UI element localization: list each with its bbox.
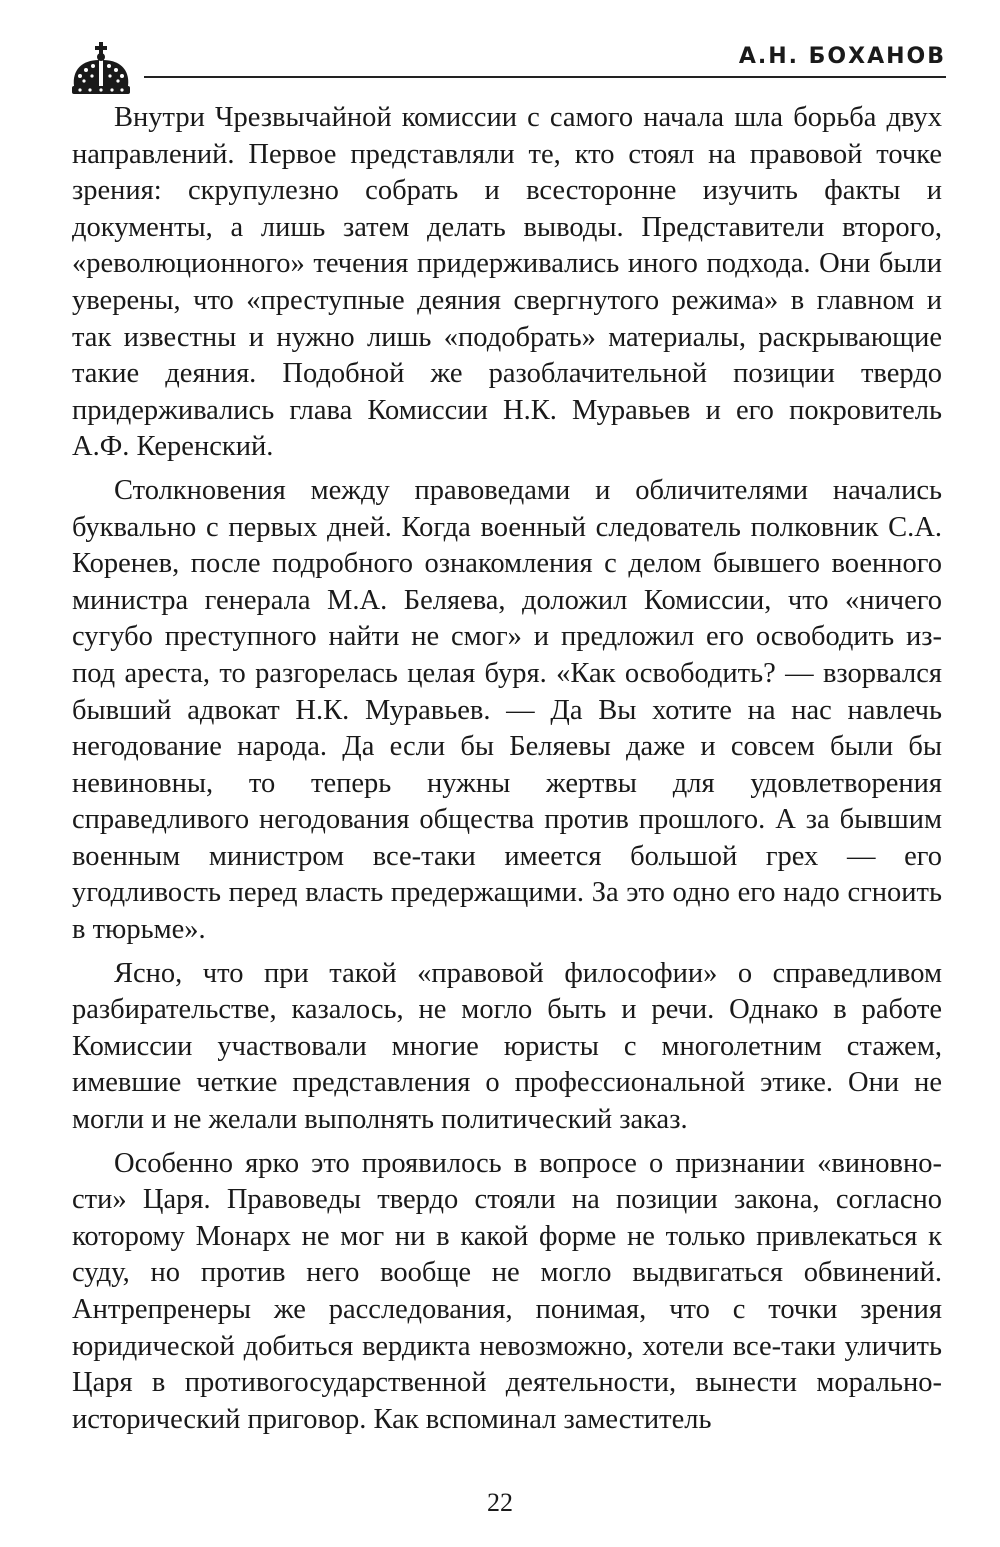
crown-icon (68, 42, 134, 98)
author-name: А.Н. БОХАНОВ (738, 44, 946, 69)
running-header (68, 38, 946, 98)
paragraph: Особенно ярко это проявилось в вопросе о признании «виновности» Царя. Правоведы твердо стояли на позиции закона, согласно которому Монарх не мог ни в какой форме не только привлекаться к суду, но против него вообще не могло выдвигаться обвинений. Антрепренеры же расследования, понимая, что с точки зрения юридической добиться вердикта невозможно, хотели все-таки уличить Царя в противогосударственной деятельности, вынести морально-исторический приговор. Как вспоминал заместитель (72, 1147, 942, 1435)
paragraph: Столкновения между правоведами и обличителями начались буквально с первых дней. Когда военный следователь полковник С.А. Коренев, после подробного ознакомления с делом бывшего военного министра генерала М.А. Беляева, доложил Комиссии, что «ничего сугубо преступного найти не смог» и предложил его освободить из-под ареста, то разгорелась целая буря. «Как освободить? — взорвался бывший адвокат Н.К. Муравьев. — Да Вы хотите на нас навлечь негодование народа. Да если бы Беляевы даже и совсем были бы невиновны, то теперь нужны жертвы для удовлетворения справедливого негодования общества против прошлого. А за бывшим военным министром все-таки имеется большой грех — его угодливость перед власть предержащими. За это одно его надо сгноить в тюрьме». (72, 474, 942, 946)
paragraph: Внутри Чрезвычайной комиссии с самого начала шла борьба двух направлений. Первое представляли те, кто стоял на правовой точке зрения: скрупулезно собрать и всесторонне изучить факты и документы, а лишь затем делать выводы. Представители второго, «революционного» течения придерживались иного подхода. Они были уверены, что «преступные деяния свергнутого режима» в главном и так известны и нужно лишь «подобрать» материалы, раскрывающие такие деяния. Подобной же разоблачительной позиции твердо придерживались глава Комиссии Н.К. Муравьев и его покровитель А.Ф. Керенский. (72, 102, 942, 463)
body-text (72, 100, 942, 1438)
header-divider (144, 76, 946, 78)
paragraph: Ясно, что при такой «правовой философии» о справедливом разбирательстве, казалось, не могло быть и речи. Однако в работе Комиссии участвовали многие юристы с многолетним стажем, имевшие четкие представления о профессиональной этике. Они не могли и не желали выполнять политический заказ. (72, 957, 942, 1136)
page-number: 22 (487, 1488, 513, 1517)
